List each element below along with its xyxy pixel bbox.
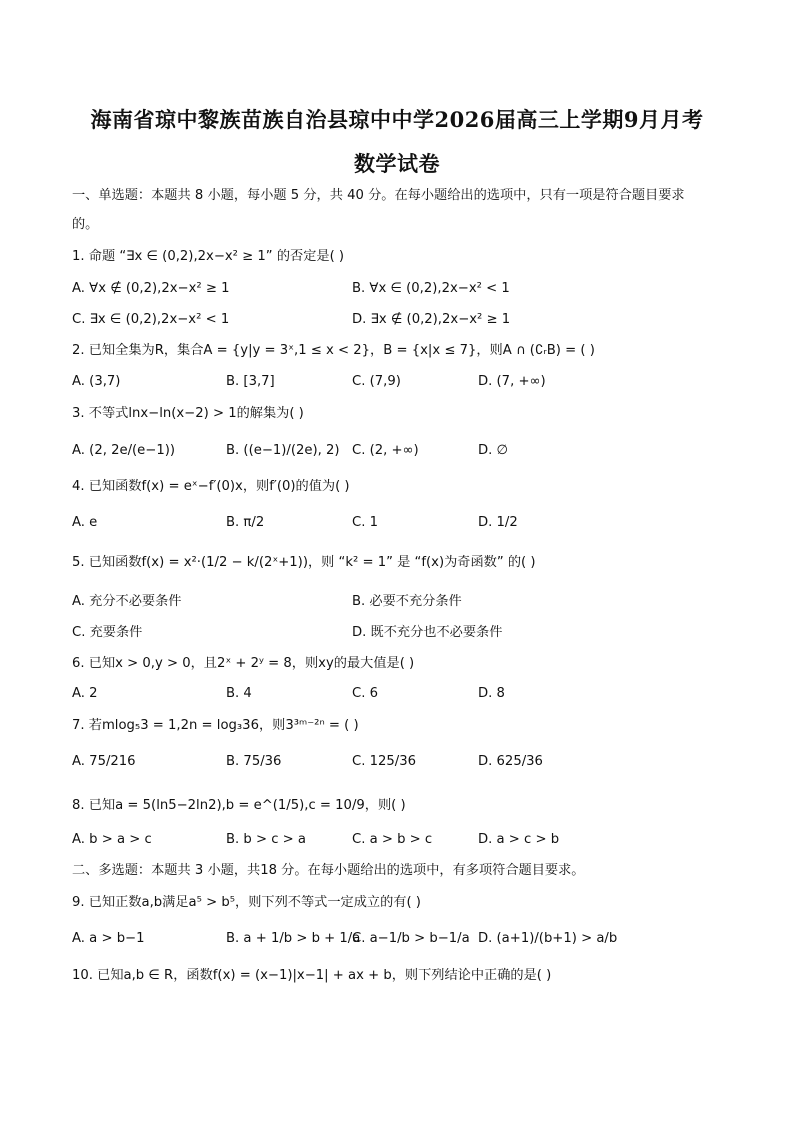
question-5-stem: 5. 已知函数f(x) = x²·(1/2 − k/(2ˣ+1))，则 “k² = 1” 是 “f(x)为奇函数” 的( ) xyxy=(72,555,536,570)
q7-option-c: C. 125/36 xyxy=(352,754,416,769)
q5-option-a: A. 充分不必要条件 xyxy=(72,594,182,609)
q3-option-c: C. (2, +∞) xyxy=(352,443,419,458)
q1-option-c: C. ∃x ∈ (0,2),2x−x² < 1 xyxy=(72,312,230,327)
q4-option-b: B. π/2 xyxy=(226,515,265,530)
q8-option-b: B. b > c > a xyxy=(226,832,307,847)
question-3-stem: 3. 不等式lnx−ln(x−2) > 1的解集为( ) xyxy=(72,406,304,421)
q9-option-c: C. a−1/b > b−1/a xyxy=(352,931,470,946)
q6-option-b: B. 4 xyxy=(226,686,252,701)
q6-option-a: A. 2 xyxy=(72,686,98,701)
question-10-stem: 10. 已知a,b ∈ R，函数f(x) = (x−1)|x−1| + ax + b，则下列结论中正确的是( ) xyxy=(72,968,552,983)
q2-option-b: B. [3,7] xyxy=(226,374,275,389)
q4-option-c: C. 1 xyxy=(352,515,378,530)
exam-subtitle: 数学试卷 xyxy=(354,151,440,176)
exam-title: 海南省琼中黎族苗族自治县琼中中学2026届高三上学期9月月考 xyxy=(90,107,704,132)
q3-option-d: D. ∅ xyxy=(478,443,509,458)
q4-option-d: D. 1/2 xyxy=(478,515,518,530)
section2-heading: 二、多选题：本题共 3 小题，共18 分。在每小题给出的选项中，有多项符合题目要求。 xyxy=(72,863,585,878)
q3-option-a: A. (2, 2e/(e−1)) xyxy=(72,443,176,458)
question-6-stem: 6. 已知x > 0,y > 0，且2ˣ + 2ʸ = 8，则xy的最大值是( ) xyxy=(72,656,415,671)
q7-option-d: D. 625/36 xyxy=(478,754,543,769)
q5-option-b: B. 必要不充分条件 xyxy=(352,594,462,609)
question-4-stem: 4. 已知函数f(x) = eˣ−f′(0)x，则f′(0)的值为( ) xyxy=(72,479,350,494)
q1-option-a: A. ∀x ∉ (0,2),2x−x² ≥ 1 xyxy=(72,281,230,296)
question-9-stem: 9. 已知正数a,b满足a⁵ > b⁵，则下列不等式一定成立的有( ) xyxy=(72,895,421,910)
q2-option-a: A. (3,7) xyxy=(72,374,121,389)
q5-option-c: C. 充要条件 xyxy=(72,625,143,640)
q8-option-a: A. b > a > c xyxy=(72,832,152,847)
q1-option-b: B. ∀x ∈ (0,2),2x−x² < 1 xyxy=(352,281,510,296)
q5-option-d: D. 既不充分也不必要条件 xyxy=(352,625,503,640)
question-1-stem: 1. 命题 “∃x ∈ (0,2),2x−x² ≥ 1” 的否定是( ) xyxy=(72,249,345,264)
q2-option-c: C. (7,9) xyxy=(352,374,401,389)
q9-option-d: D. (a+1)/(b+1) > a/b xyxy=(478,931,618,946)
question-7-stem: 7. 若mlog₅3 = 1,2n = log₃36，则3³ᵐ⁻²ⁿ = ( ) xyxy=(72,718,359,733)
q3-option-b: B. ((e−1)/(2e), 2) xyxy=(226,443,340,458)
q8-option-d: D. a > c > b xyxy=(478,832,560,847)
question-2-stem: 2. 已知全集为R，集合A = {y|y = 3ˣ,1 ≤ x < 2}，B = {x|x ≤ 7}，则A ∩ (∁ᵣB) = ( ) xyxy=(72,343,595,358)
q1-option-d: D. ∃x ∉ (0,2),2x−x² ≥ 1 xyxy=(352,312,511,327)
question-8-stem: 8. 已知a = 5(ln5−2ln2),b = e^(1/5),c = 10/9，则( ) xyxy=(72,798,406,813)
q6-option-c: C. 6 xyxy=(352,686,378,701)
section1-heading-cont: 的。 xyxy=(72,217,99,232)
section1-heading: 一、单选题：本题共 8 小题，每小题 5 分，共 40 分。在每小题给出的选项中，只有一项是符合题目要求 xyxy=(72,188,685,203)
q9-option-a: A. a > b−1 xyxy=(72,931,145,946)
q7-option-b: B. 75/36 xyxy=(226,754,282,769)
q2-option-d: D. (7, +∞) xyxy=(478,374,546,389)
q6-option-d: D. 8 xyxy=(478,686,505,701)
q8-option-c: C. a > b > c xyxy=(352,832,433,847)
q9-option-b: B. a + 1/b > b + 1/a xyxy=(226,931,361,946)
q7-option-a: A. 75/216 xyxy=(72,754,136,769)
q4-option-a: A. e xyxy=(72,515,98,530)
